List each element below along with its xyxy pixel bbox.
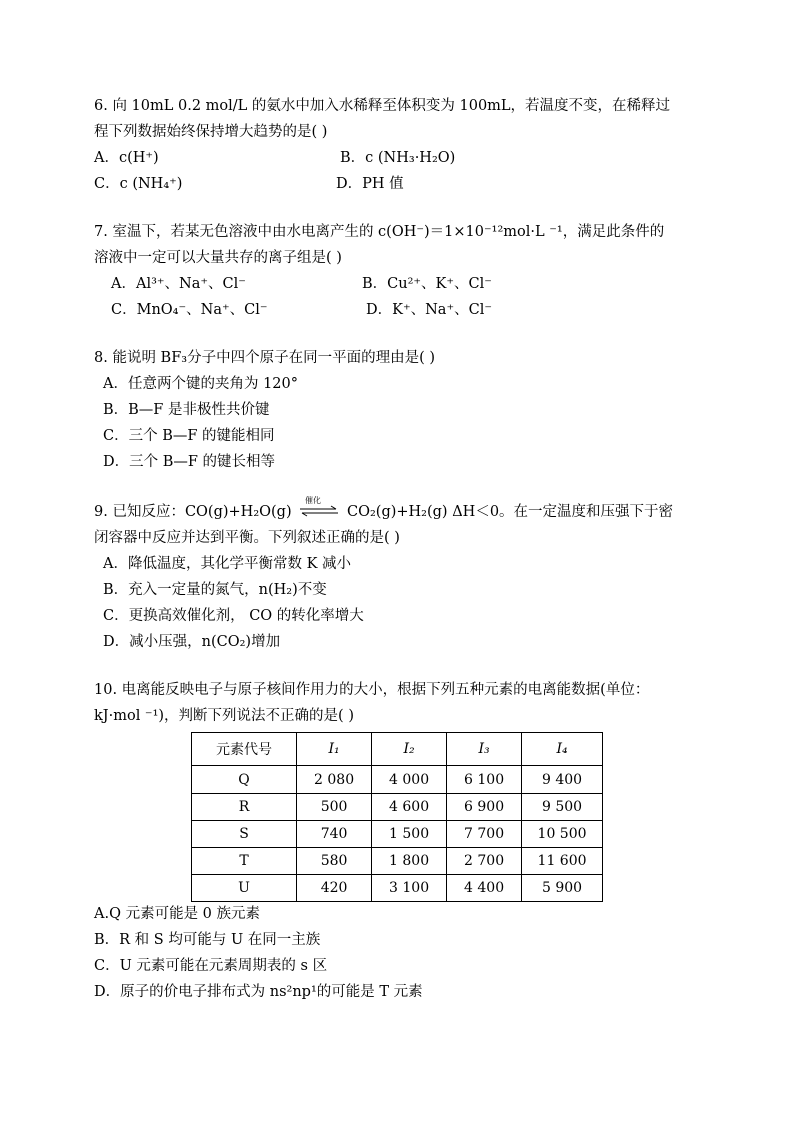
table-header-row <box>192 733 603 766</box>
table-cell: 9 400 <box>522 766 603 793</box>
table-cell: 420 <box>297 874 372 901</box>
table-cell: 4 600 <box>372 793 447 820</box>
table-cell: 9 500 <box>522 793 603 820</box>
table-cell: 580 <box>297 847 372 874</box>
q7-option-d: D．K⁺、Na⁺、Cl⁻ <box>366 302 492 318</box>
q10-option-a: A.Q 元素可能是 0 族元素 <box>94 906 261 922</box>
ionization-energy-table <box>191 732 603 902</box>
q10-stem-line1: 10. 电离能反映电子与原子核间作用力的大小，根据下列五种元素的电离能数据(单位： <box>94 682 650 698</box>
table-cell: 740 <box>297 820 372 847</box>
table-cell: 1 500 <box>372 820 447 847</box>
q10-option-d: D．原子的价电子排布式为 ns²np¹的可能是 T 元素 <box>94 984 423 1000</box>
q10-option-b: B．R 和 S 均可能与 U 在同一主族 <box>94 932 321 948</box>
table-cell: T <box>192 847 297 874</box>
q6-option-c: C．c (NH₄⁺) <box>94 176 183 192</box>
table-cell: 5 900 <box>522 874 603 901</box>
table-cell: 1 800 <box>372 847 447 874</box>
table-row <box>192 874 603 901</box>
table-cell: R <box>192 793 297 820</box>
q6-option-a: A．c(H⁺) <box>94 150 159 166</box>
table-row <box>192 847 603 874</box>
q8-option-c: C．三个 B—F 的键能相同 <box>103 428 275 444</box>
table-cell: S <box>192 820 297 847</box>
q8-stem: 8. 能说明 BF₃分子中四个原子在同一平面的理由是( ) <box>94 350 436 366</box>
q9-stem-part2: CO₂(g)+H₂(g) ΔH＜0。在一定温度和压强下于密 <box>347 504 674 520</box>
q10-stem-line2: kJ·mol ⁻¹)，判断下列说法不正确的是( ) <box>94 708 354 724</box>
table-row <box>192 793 603 820</box>
q6-option-d: D．PH 值 <box>336 176 404 192</box>
q8-option-a: A．任意两个键的夹角为 120° <box>103 376 299 392</box>
table-header-cell: I₂ <box>372 733 447 766</box>
table-cell: 500 <box>297 793 372 820</box>
q7-stem-line2: 溶液中一定可以大量共存的离子组是( ) <box>94 250 342 266</box>
table-cell: 6 900 <box>447 793 522 820</box>
equilibrium-arrow-icon <box>298 496 340 520</box>
table-cell: 10 500 <box>522 820 603 847</box>
q7-option-c: C．MnO₄⁻、Na⁺、Cl⁻ <box>111 302 268 318</box>
q9-option-d: D．减小压强，n(CO₂)增加 <box>103 634 281 650</box>
table-cell: 4 400 <box>447 874 522 901</box>
q6-stem-line2: 程下列数据始终保持增大趋势的是( ) <box>94 124 328 140</box>
q7-stem-line1: 7. 室温下，若某无色溶液中由水电离产生的 c(OH⁻)＝1×10⁻¹²mol·L ⁻¹，满足此条件的 <box>94 224 665 240</box>
table-cell: 3 100 <box>372 874 447 901</box>
table-header-cell: I₃ <box>447 733 522 766</box>
q7-option-b: B．Cu²⁺、K⁺、Cl⁻ <box>362 276 492 292</box>
q8-option-d: D．三个 B—F 的键长相等 <box>103 454 276 470</box>
table-cell: U <box>192 874 297 901</box>
table-header-cell: I₁ <box>297 733 372 766</box>
table-cell: 2 700 <box>447 847 522 874</box>
q7-option-a: A．Al³⁺、Na⁺、Cl⁻ <box>111 276 246 292</box>
table-cell: 2 080 <box>297 766 372 793</box>
q10-option-c: C．U 元素可能在元素周期表的 s 区 <box>94 958 328 974</box>
table-cell: 4 000 <box>372 766 447 793</box>
table-header-cell: I₄ <box>522 733 603 766</box>
q9-option-a: A．降低温度，其化学平衡常数 K 减小 <box>103 556 352 572</box>
q8-option-b: B．B—F 是非极性共价键 <box>103 402 270 418</box>
q6-option-b: B．c (NH₃·H₂O) <box>340 150 456 166</box>
q9-option-c: C．更换高效催化剂， CO 的转化率增大 <box>103 608 364 624</box>
table-cell: 7 700 <box>447 820 522 847</box>
q9-option-b: B．充入一定量的氮气，n(H₂)不变 <box>103 582 327 598</box>
table-header-cell: 元素代号 <box>192 733 297 766</box>
table-row <box>192 820 603 847</box>
q6-stem-line1: 6. 向 10mL 0.2 mol/L 的氨水中加入水稀释至体积变为 100mL，若温度不变，在稀释过 <box>94 98 671 114</box>
q9-stem-part1: 9. 已知反应：CO(g)+H₂O(g) <box>94 504 292 520</box>
table-cell: 11 600 <box>522 847 603 874</box>
table-cell: 6 100 <box>447 766 522 793</box>
table-row <box>192 766 603 793</box>
table-cell: Q <box>192 766 297 793</box>
catalyst-label: 催化 <box>305 496 321 505</box>
q9-stem-line2: 闭容器中反应并达到平衡。下列叙述正确的是( ) <box>94 530 400 546</box>
